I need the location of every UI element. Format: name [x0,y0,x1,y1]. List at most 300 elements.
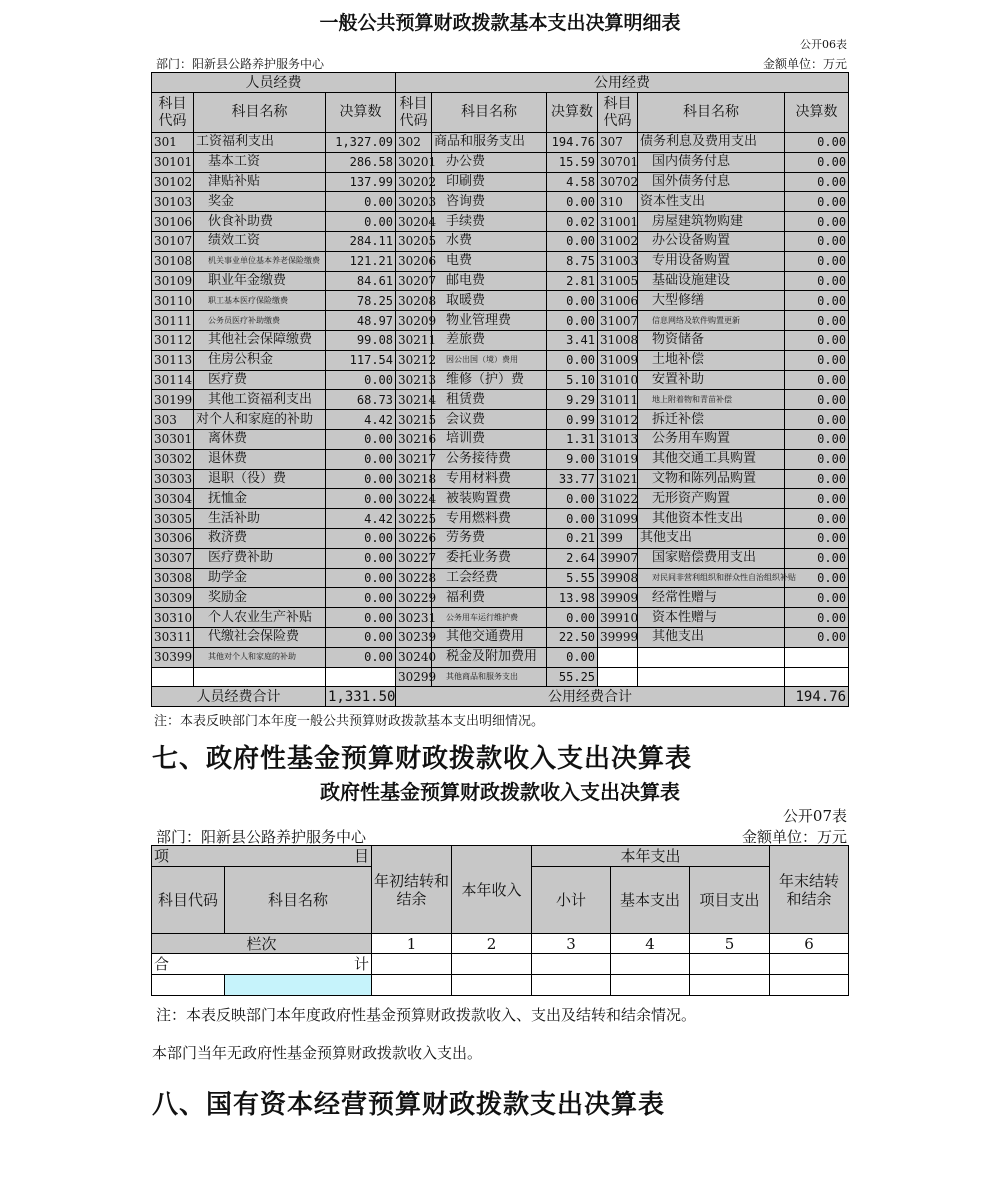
cell-code: 39907 [598,548,638,568]
cell-amount: 2.81 [547,271,598,291]
cell-amount: 15.59 [547,152,598,172]
item-header [152,846,372,867]
col-header-end-balance: 年末结转和结余 [770,846,849,934]
table-row [152,647,849,667]
cell-code: 31013 [598,429,638,449]
row-index: 6 [770,934,849,954]
cell-code: 30303 [152,469,194,489]
cell-amount: 8.75 [547,251,598,271]
cell-amount: 0.00 [785,568,849,588]
table-row [152,429,849,449]
cell-amount: 0.00 [326,588,396,608]
cell-amount: 0.00 [785,133,849,153]
item-header-right: 目 [353,847,369,865]
cell-name: 退休费 [194,449,326,469]
cell-name: 其他支出 [638,627,785,647]
table-row [152,133,849,153]
empty-cell [452,975,532,996]
cell-name: 土地补偿 [638,350,785,370]
cell-name: 培训费 [432,429,547,449]
total-cell [452,954,532,975]
cell-name: 工资福利支出 [194,133,326,153]
table1-note: 注：本表反映部门本年度一般公共预算财政拨款基本支出明细情况。 [154,714,545,729]
cell-name: 国家赔偿费用支出 [638,548,785,568]
cell-code: 30227 [396,548,432,568]
cell-code: 30309 [152,588,194,608]
table-row [152,390,849,410]
cell-name: 个人农业生产补贴 [194,608,326,628]
cell-amount: 0.00 [547,647,598,667]
row-index: 3 [532,934,611,954]
cell-code: 31019 [598,449,638,469]
cell-code: 30215 [396,410,432,430]
cell-name: 物业管理费 [432,311,547,331]
cell-amount: 0.00 [326,429,396,449]
cell-amount: 0.00 [326,608,396,628]
empty-cell [372,975,452,996]
cell-code: 301 [152,133,194,153]
total-personnel-label: 人员经费合计 [152,687,326,707]
cell-amount: 117.54 [326,350,396,370]
cell-amount: 0.00 [785,410,849,430]
cell-amount: 121.21 [326,251,396,271]
cell-name: 公务员医疗补助缴费 [194,311,326,331]
cell-amount: 13.98 [547,588,598,608]
cell-code: 30202 [396,172,432,192]
cell-code: 30217 [396,449,432,469]
cell-name: 基本工资 [194,152,326,172]
cell-name: 手续费 [432,212,547,232]
empty-cell [611,975,690,996]
table-row [152,528,849,548]
cell-amount: 0.00 [785,231,849,251]
cell-amount: 99.08 [326,330,396,350]
cell-code: 30112 [152,330,194,350]
cell-name: 代缴社会保险费 [194,627,326,647]
cell-name: 其他社会保障缴费 [194,330,326,350]
cell-name: 房屋建筑物购建 [638,212,785,232]
cell-amount: 0.00 [785,271,849,291]
cell-code: 30218 [396,469,432,489]
cell-name: 绩效工资 [194,231,326,251]
cell-amount: 4.42 [326,410,396,430]
col-header-name: 科目名称 [225,867,372,934]
table-row [152,330,849,350]
col-header-basic: 基本支出 [611,867,690,934]
col-header-name: 科目名称 [638,93,785,133]
cell-amount: 0.00 [547,350,598,370]
cell-code: 39908 [598,568,638,588]
total-cell [770,954,849,975]
cell-name: 咨询费 [432,192,547,212]
total-public-label: 公用经费合计 [396,687,785,707]
cell-amount: 68.73 [326,390,396,410]
table-row [152,489,849,509]
cell-code: 30212 [396,350,432,370]
cell-code: 30225 [396,509,432,529]
table-row [152,568,849,588]
col-header-code: 科目代码 [152,93,194,133]
cell-amount: 0.00 [785,152,849,172]
total-cell [611,954,690,975]
cell-amount: 0.00 [785,489,849,509]
cell-name: 公务用车运行维护费 [432,608,547,628]
table-row [152,667,849,687]
table-row [152,469,849,489]
cell-name: 债务利息及费用支出 [638,133,785,153]
row-index: 5 [690,934,770,954]
cell-code: 30207 [396,271,432,291]
total-left: 合 [154,955,170,973]
cell-code [152,667,194,687]
cell-amount: 286.58 [326,152,396,172]
cell-code: 39999 [598,627,638,647]
col-header-project: 项目支出 [690,867,770,934]
cell-code: 30214 [396,390,432,410]
cell-code: 303 [152,410,194,430]
cell-name: 会议费 [432,410,547,430]
table-row [152,271,849,291]
cell-name: 国内债务付息 [638,152,785,172]
cell-amount: 1.31 [547,429,598,449]
cell-name: 抚恤金 [194,489,326,509]
cell-code: 30199 [152,390,194,410]
section-7-heading: 七、政府性基金预算财政拨款收入支出决算表 [152,744,693,774]
cell-name: 职业年金缴费 [194,271,326,291]
table-row [152,212,849,232]
cell-amount: 5.10 [547,370,598,390]
cell-amount [785,667,849,687]
table-row [152,627,849,647]
cell-amount: 0.00 [785,449,849,469]
cell-name: 工会经费 [432,568,547,588]
cell-name: 物资储备 [638,330,785,350]
cell-name: 租赁费 [432,390,547,410]
cell-code: 30106 [152,212,194,232]
cell-amount: 0.00 [326,489,396,509]
table1-department: 部门：阳新县公路养护服务中心 [156,57,325,71]
cell-code: 30307 [152,548,194,568]
cell-amount: 0.00 [785,429,849,449]
table-row [152,588,849,608]
table-row [152,370,849,390]
cell-code [598,647,638,667]
cell-name: 资本性赠与 [638,608,785,628]
col-header-begin-balance: 年初结转和结余 [372,846,452,934]
cell-name: 专用材料费 [432,469,547,489]
cell-name: 无形资产购置 [638,489,785,509]
group-header-personnel: 人员经费 [152,73,396,93]
cell-code: 30107 [152,231,194,251]
section-8-heading: 八、国有资本经营预算财政拨款支出决算表 [152,1090,666,1120]
cell-amount: 78.25 [326,291,396,311]
col-header-amount: 决算数 [326,93,396,133]
cell-amount [326,667,396,687]
cell-code: 30308 [152,568,194,588]
cell-code: 30310 [152,608,194,628]
cell-code: 30108 [152,251,194,271]
cell-amount: 0.00 [326,568,396,588]
cell-name: 其他对个人和家庭的补助 [194,647,326,667]
cell-code: 31008 [598,330,638,350]
table-row [152,608,849,628]
cell-name: 国外债务付息 [638,172,785,192]
cell-code: 30208 [396,291,432,311]
cell-name: 职工基本医疗保险缴费 [194,291,326,311]
cell-amount: 0.00 [326,528,396,548]
cell-code: 30299 [396,667,432,687]
cell-code: 30101 [152,152,194,172]
cell-amount: 0.00 [547,489,598,509]
cell-code: 31006 [598,291,638,311]
cell-name: 奖励金 [194,588,326,608]
cell-name: 基础设施建设 [638,271,785,291]
cell-amount: 0.00 [785,627,849,647]
cell-amount: 284.11 [326,231,396,251]
cell-amount: 0.00 [326,548,396,568]
cell-amount: 0.00 [785,251,849,271]
cell-name: 拆迁补偿 [638,410,785,430]
col-header-subtotal: 小计 [532,867,611,934]
cell-code: 30702 [598,172,638,192]
cell-amount: 84.61 [326,271,396,291]
row-index-label: 栏次 [152,934,372,954]
cell-name: 伙食补助费 [194,212,326,232]
totals-row [152,687,849,707]
cell-code: 31007 [598,311,638,331]
empty-cell-selected[interactable] [225,975,372,996]
cell-name: 医疗费补助 [194,548,326,568]
cell-amount: 0.00 [785,350,849,370]
cell-amount: 0.00 [785,469,849,489]
table-row [152,311,849,331]
cell-amount [785,647,849,667]
cell-amount: 0.00 [547,509,598,529]
cell-code: 30239 [396,627,432,647]
table2-note: 注：本表反映部门本年度政府性基金预算财政拨款收入、支出及结转和结余情况。 [156,1006,697,1024]
col-header-amount: 决算数 [785,93,849,133]
cell-code: 30206 [396,251,432,271]
cell-code: 31022 [598,489,638,509]
cell-code: 30201 [396,152,432,172]
cell-name: 其他商品和服务支出 [432,667,547,687]
cell-name: 维修（护）费 [432,370,547,390]
cell-name: 文物和陈列品购置 [638,469,785,489]
cell-amount: 4.42 [326,509,396,529]
cell-code: 31021 [598,469,638,489]
col-header-name: 科目名称 [194,93,326,133]
col-header-code: 科目代码 [396,93,432,133]
cell-name: 安置补助 [638,370,785,390]
empty-cell [690,975,770,996]
cell-amount: 0.00 [785,311,849,331]
table-row [152,152,849,172]
col-header-income: 本年收入 [452,846,532,934]
cell-name: 经常性赠与 [638,588,785,608]
col-header-spend-group: 本年支出 [532,846,770,867]
table2-title: 政府性基金预算财政拨款收入支出决算表 [320,780,680,804]
table-row [152,548,849,568]
cell-amount: 0.00 [785,608,849,628]
cell-name: 大型修缮 [638,291,785,311]
cell-code: 30226 [396,528,432,548]
cell-name: 医疗费 [194,370,326,390]
cell-code: 30216 [396,429,432,449]
cell-amount: 0.00 [785,528,849,548]
table1-title: 一般公共预算财政拨款基本支出决算明细表 [319,12,681,34]
cell-name: 取暖费 [432,291,547,311]
cell-name: 住房公积金 [194,350,326,370]
cell-code: 30211 [396,330,432,350]
cell-amount: 9.00 [547,449,598,469]
total-cell [532,954,611,975]
cell-code: 30305 [152,509,194,529]
cell-code: 30228 [396,568,432,588]
cell-amount: 0.00 [785,509,849,529]
cell-amount: 0.00 [547,231,598,251]
empty-cell [152,975,225,996]
total-cell [372,954,452,975]
cell-code: 39910 [598,608,638,628]
cell-amount: 0.00 [785,390,849,410]
cell-code: 30203 [396,192,432,212]
cell-code: 30701 [598,152,638,172]
cell-code: 399 [598,528,638,548]
cell-name: 退职（役）费 [194,469,326,489]
cell-name: 津贴补贴 [194,172,326,192]
cell-name: 离休费 [194,429,326,449]
table-row [152,509,849,529]
cell-name: 公务用车购置 [638,429,785,449]
cell-code: 30209 [396,311,432,331]
cell-code: 30114 [152,370,194,390]
cell-code: 31011 [598,390,638,410]
cell-amount: 22.50 [547,627,598,647]
cell-amount: 48.97 [326,311,396,331]
cell-name: 办公费 [432,152,547,172]
cell-code [598,667,638,687]
total-right: 计 [353,955,369,973]
cell-amount: 0.00 [785,172,849,192]
cell-amount: 0.00 [326,627,396,647]
cell-name: 公务接待费 [432,449,547,469]
cell-name: 其他工资福利支出 [194,390,326,410]
cell-amount: 5.55 [547,568,598,588]
cell-code: 307 [598,133,638,153]
empty-cell [770,975,849,996]
section-7-text: 本部门当年无政府性基金预算财政拨款收入支出。 [152,1044,483,1062]
cell-amount: 0.00 [547,291,598,311]
cell-amount: 0.99 [547,410,598,430]
cell-code: 31010 [598,370,638,390]
cell-name: 税金及附加费用 [432,647,547,667]
cell-code: 30304 [152,489,194,509]
cell-code: 30302 [152,449,194,469]
cell-amount: 0.00 [326,647,396,667]
cell-name: 电费 [432,251,547,271]
cell-name: 机关事业单位基本养老保险缴费 [194,251,326,271]
cell-code: 30102 [152,172,194,192]
cell-amount: 3.41 [547,330,598,350]
col-header-code: 科目代码 [598,93,638,133]
cell-code: 302 [396,133,432,153]
table2-unit: 金额单位：万元 [741,828,847,846]
cell-amount: 0.00 [785,291,849,311]
cell-amount: 0.00 [785,588,849,608]
cell-amount: 0.00 [785,330,849,350]
cell-code: 31003 [598,251,638,271]
cell-amount: 2.64 [547,548,598,568]
empty-cell [532,975,611,996]
table-row [152,350,849,370]
cell-name: 对民间非营利组织和群众性自治组织补贴 [638,568,785,588]
cell-code: 31002 [598,231,638,251]
cell-name: 被装购置费 [432,489,547,509]
table-row [152,410,849,430]
row-index: 1 [372,934,452,954]
cell-code: 30113 [152,350,194,370]
cell-name: 其他支出 [638,528,785,548]
table1-code: 公开06表 [800,38,847,51]
cell-name: 劳务费 [432,528,547,548]
cell-name: 福利费 [432,588,547,608]
cell-name: 专用设备购置 [638,251,785,271]
row-index: 4 [611,934,690,954]
row-index: 2 [452,934,532,954]
cell-code: 30231 [396,608,432,628]
table-row [152,172,849,192]
cell-name: 邮电费 [432,271,547,291]
cell-code: 30205 [396,231,432,251]
cell-code: 31012 [598,410,638,430]
total-cell [690,954,770,975]
cell-name: 生活补助 [194,509,326,529]
cell-name: 其他交通工具购置 [638,449,785,469]
table-row [152,192,849,212]
cell-amount: 33.77 [547,469,598,489]
cell-amount: 0.00 [785,212,849,232]
cell-name: 印刷费 [432,172,547,192]
cell-name: 救济费 [194,528,326,548]
total-row-label [152,954,372,975]
total-personnel-value: 1,331.50 [326,687,396,707]
cell-amount: 194.76 [547,133,598,153]
cell-code: 30110 [152,291,194,311]
cell-name: 信息网络及软件购置更新 [638,311,785,331]
cell-code: 30204 [396,212,432,232]
cell-name: 专用燃料费 [432,509,547,529]
cell-name [638,647,785,667]
cell-amount: 0.00 [326,469,396,489]
cell-name: 商品和服务支出 [432,133,547,153]
cell-amount: 0.00 [785,548,849,568]
cell-amount: 55.25 [547,667,598,687]
table2-code: 公开07表 [782,807,847,825]
cell-code: 30399 [152,647,194,667]
cell-name: 因公出国（境）费用 [432,350,547,370]
cell-amount: 0.00 [547,192,598,212]
cell-code: 30306 [152,528,194,548]
cell-amount: 1,327.09 [326,133,396,153]
cell-amount: 4.58 [547,172,598,192]
cell-code: 30213 [396,370,432,390]
cell-code: 310 [598,192,638,212]
cell-amount: 0.00 [326,370,396,390]
cell-amount: 9.29 [547,390,598,410]
cell-code: 31001 [598,212,638,232]
cell-amount: 0.00 [785,370,849,390]
cell-code: 31005 [598,271,638,291]
